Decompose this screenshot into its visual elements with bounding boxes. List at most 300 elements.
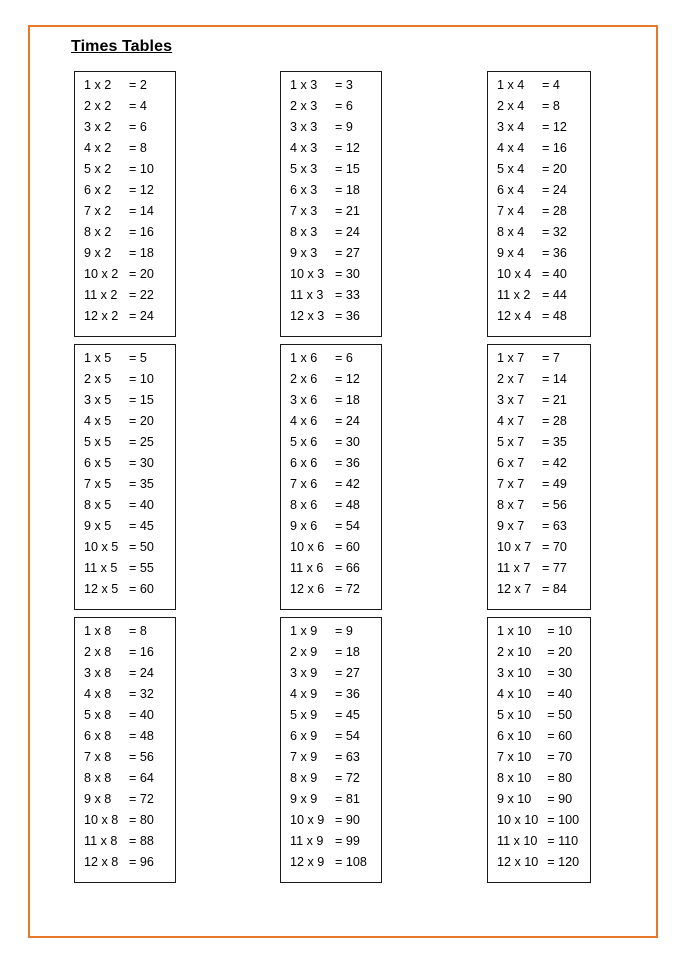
fact-operand: 8 x 5	[84, 498, 112, 512]
fact-operand: 2 x 7	[497, 372, 525, 386]
fact-operand: 2 x 5	[84, 372, 112, 386]
fact-row	[281, 120, 381, 141]
fact-row	[488, 666, 590, 687]
fact-row	[75, 687, 175, 708]
fact-result: = 60	[335, 540, 360, 554]
fact-operand: 9 x 2	[84, 246, 112, 260]
fact-result: = 12	[542, 120, 567, 134]
fact-operand: 2 x 3	[290, 99, 318, 113]
fact-operand: 4 x 8	[84, 687, 112, 701]
fact-row	[281, 78, 381, 99]
fact-row	[75, 372, 175, 393]
fact-operand: 4 x 3	[290, 141, 318, 155]
fact-operand: 5 x 2	[84, 162, 112, 176]
fact-operand: 8 x 8	[84, 771, 112, 785]
fact-operand: 8 x 10	[497, 771, 532, 785]
fact-result: = 90	[547, 792, 573, 806]
fact-row	[75, 855, 175, 876]
fact-row	[75, 624, 175, 645]
fact-row	[75, 162, 175, 183]
fact-row	[75, 309, 175, 330]
fact-row	[488, 855, 590, 876]
fact-operand: 1 x 2	[84, 78, 112, 92]
fact-row	[75, 267, 175, 288]
fact-operand: 3 x 8	[84, 666, 112, 680]
grid-cell	[74, 71, 176, 337]
fact-row	[75, 78, 175, 99]
fact-operand: 10 x 4	[497, 267, 532, 281]
fact-row	[75, 435, 175, 456]
fact-row	[75, 456, 175, 477]
fact-row	[281, 708, 381, 729]
fact-result: = 14	[129, 204, 154, 218]
fact-row	[488, 624, 590, 645]
fact-operand: 7 x 3	[290, 204, 318, 218]
fact-row	[75, 666, 175, 687]
fact-row	[75, 729, 175, 750]
fact-operand: 8 x 6	[290, 498, 318, 512]
fact-result: = 28	[542, 414, 567, 428]
fact-operand: 8 x 3	[290, 225, 318, 239]
fact-result: = 36	[335, 309, 360, 323]
fact-operand: 12 x 2	[84, 309, 119, 323]
fact-operand: 3 x 5	[84, 393, 112, 407]
grid-cell	[74, 337, 176, 610]
fact-row	[281, 141, 381, 162]
fact-row	[488, 204, 590, 225]
fact-operand: 6 x 6	[290, 456, 318, 470]
fact-result: = 88	[129, 834, 154, 848]
fact-row	[75, 519, 175, 540]
fact-operand: 12 x 5	[84, 582, 119, 596]
fact-row	[75, 351, 175, 372]
fact-result: = 63	[542, 519, 567, 533]
fact-row	[281, 372, 381, 393]
fact-operand: 10 x 5	[84, 540, 119, 554]
fact-operand: 1 x 8	[84, 624, 112, 638]
fact-result: = 25	[129, 435, 154, 449]
fact-result: = 21	[542, 393, 567, 407]
fact-row	[488, 561, 590, 582]
fact-result: = 36	[335, 456, 360, 470]
fact-result: = 110	[547, 834, 579, 848]
fact-result: = 22	[129, 288, 154, 302]
fact-row	[488, 582, 590, 603]
fact-row	[281, 477, 381, 498]
fact-row	[75, 225, 175, 246]
fact-operand: 6 x 3	[290, 183, 318, 197]
fact-row	[488, 540, 590, 561]
fact-result: = 24	[335, 414, 360, 428]
fact-operand: 4 x 6	[290, 414, 318, 428]
fact-row	[281, 456, 381, 477]
fact-operand: 9 x 5	[84, 519, 112, 533]
fact-row	[488, 267, 590, 288]
fact-result: = 48	[542, 309, 567, 323]
fact-result: = 100	[547, 813, 580, 827]
fact-result: = 6	[129, 120, 147, 134]
fact-row	[75, 771, 175, 792]
fact-row	[75, 813, 175, 834]
times-table-6	[280, 344, 382, 610]
fact-row	[75, 540, 175, 561]
fact-result: = 9	[335, 624, 353, 638]
fact-row	[75, 645, 175, 666]
fact-result: = 40	[129, 708, 154, 722]
fact-row	[75, 288, 175, 309]
fact-row	[75, 414, 175, 435]
fact-result: = 60	[129, 582, 154, 596]
fact-result: = 24	[542, 183, 567, 197]
times-table-3	[280, 71, 382, 337]
fact-result: = 45	[129, 519, 154, 533]
fact-row	[488, 99, 590, 120]
fact-operand: 6 x 7	[497, 456, 525, 470]
fact-result: = 27	[335, 666, 360, 680]
fact-operand: 10 x 8	[84, 813, 119, 827]
fact-operand: 9 x 8	[84, 792, 112, 806]
fact-result: = 96	[129, 855, 154, 869]
fact-row	[488, 120, 590, 141]
fact-row	[488, 498, 590, 519]
fact-operand: 3 x 4	[497, 120, 525, 134]
fact-result: = 99	[335, 834, 360, 848]
fact-operand: 10 x 7	[497, 540, 532, 554]
fact-operand: 5 x 5	[84, 435, 112, 449]
fact-operand: 4 x 4	[497, 141, 525, 155]
fact-operand: 4 x 5	[84, 414, 112, 428]
fact-operand: 7 x 7	[497, 477, 525, 491]
fact-operand: 11 x 2	[84, 288, 118, 302]
fact-operand: 3 x 6	[290, 393, 318, 407]
fact-result: = 6	[335, 99, 353, 113]
fact-operand: 2 x 8	[84, 645, 112, 659]
fact-row	[75, 477, 175, 498]
fact-row	[488, 414, 590, 435]
fact-row	[488, 372, 590, 393]
fact-operand: 2 x 2	[84, 99, 112, 113]
fact-result: = 40	[547, 687, 573, 701]
fact-operand: 10 x 9	[290, 813, 325, 827]
fact-row	[488, 435, 590, 456]
fact-row	[281, 771, 381, 792]
fact-row	[75, 204, 175, 225]
fact-result: = 32	[129, 687, 154, 701]
fact-result: = 2	[129, 78, 147, 92]
fact-row	[75, 120, 175, 141]
fact-operand: 5 x 6	[290, 435, 318, 449]
fact-operand: 12 x 10	[497, 855, 539, 869]
fact-row	[488, 351, 590, 372]
fact-result: = 14	[542, 372, 567, 386]
fact-operand: 1 x 4	[497, 78, 525, 92]
fact-operand: 8 x 7	[497, 498, 525, 512]
fact-row	[281, 519, 381, 540]
fact-operand: 1 x 6	[290, 351, 318, 365]
fact-result: = 70	[542, 540, 567, 554]
fact-result: = 72	[335, 582, 360, 596]
fact-result: = 9	[335, 120, 353, 134]
fact-operand: 11 x 2	[497, 288, 531, 302]
fact-operand: 9 x 3	[290, 246, 318, 260]
fact-row	[75, 792, 175, 813]
fact-operand: 9 x 10	[497, 792, 532, 806]
fact-operand: 1 x 3	[290, 78, 318, 92]
fact-row	[488, 162, 590, 183]
fact-row	[281, 750, 381, 771]
fact-operand: 11 x 3	[290, 288, 324, 302]
fact-result: = 18	[129, 246, 154, 260]
fact-row	[75, 99, 175, 120]
fact-result: = 40	[542, 267, 567, 281]
times-table-10	[487, 617, 591, 883]
fact-result: = 42	[542, 456, 567, 470]
fact-operand: 8 x 2	[84, 225, 112, 239]
fact-row	[281, 687, 381, 708]
times-table-8	[74, 617, 176, 883]
fact-row	[488, 708, 590, 729]
fact-operand: 8 x 4	[497, 225, 525, 239]
fact-row	[281, 498, 381, 519]
fact-operand: 2 x 9	[290, 645, 318, 659]
fact-result: = 20	[129, 414, 154, 428]
fact-row	[281, 225, 381, 246]
fact-row	[488, 183, 590, 204]
fact-row	[281, 183, 381, 204]
fact-row	[281, 204, 381, 225]
fact-row	[281, 162, 381, 183]
fact-operand: 4 x 7	[497, 414, 525, 428]
fact-row	[488, 645, 590, 666]
fact-operand: 9 x 4	[497, 246, 525, 260]
fact-result: = 12	[335, 372, 360, 386]
fact-row	[281, 645, 381, 666]
fact-operand: 5 x 4	[497, 162, 525, 176]
fact-result: = 30	[335, 267, 360, 281]
fact-operand: 5 x 7	[497, 435, 525, 449]
fact-row	[488, 729, 590, 750]
fact-operand: 11 x 10	[497, 834, 538, 848]
fact-operand: 3 x 3	[290, 120, 318, 134]
grid-cell	[487, 610, 591, 883]
fact-result: = 27	[335, 246, 360, 260]
fact-result: = 80	[129, 813, 154, 827]
fact-operand: 5 x 10	[497, 708, 532, 722]
fact-row	[75, 393, 175, 414]
fact-operand: 6 x 8	[84, 729, 112, 743]
fact-result: = 6	[335, 351, 353, 365]
fact-result: = 63	[335, 750, 360, 764]
fact-row	[488, 687, 590, 708]
times-table-9	[280, 617, 382, 883]
fact-operand: 6 x 5	[84, 456, 112, 470]
fact-result: = 7	[542, 351, 560, 365]
fact-result: = 44	[542, 288, 567, 302]
fact-row	[281, 666, 381, 687]
fact-row	[75, 834, 175, 855]
fact-result: = 90	[335, 813, 360, 827]
fact-row	[281, 246, 381, 267]
fact-result: = 20	[129, 267, 154, 281]
fact-operand: 7 x 8	[84, 750, 112, 764]
page-title: Times Tables	[71, 38, 173, 55]
fact-operand: 7 x 5	[84, 477, 112, 491]
fact-row	[281, 309, 381, 330]
fact-result: = 55	[129, 561, 154, 575]
fact-row	[281, 624, 381, 645]
fact-result: = 120	[547, 855, 580, 869]
fact-result: = 45	[335, 708, 360, 722]
fact-row	[281, 351, 381, 372]
times-table-2	[74, 71, 176, 337]
fact-operand: 6 x 9	[290, 729, 318, 743]
fact-result: = 30	[129, 456, 154, 470]
fact-row	[488, 141, 590, 162]
fact-result: = 4	[542, 78, 560, 92]
fact-operand: 6 x 2	[84, 183, 112, 197]
fact-result: = 18	[335, 645, 360, 659]
fact-operand: 5 x 3	[290, 162, 318, 176]
fact-operand: 11 x 8	[84, 834, 118, 848]
fact-result: = 18	[335, 393, 360, 407]
fact-row	[281, 561, 381, 582]
fact-operand: 6 x 10	[497, 729, 532, 743]
fact-operand: 5 x 9	[290, 708, 318, 722]
fact-row	[75, 582, 175, 603]
fact-result: = 48	[335, 498, 360, 512]
fact-row	[281, 834, 381, 855]
fact-result: = 36	[542, 246, 567, 260]
fact-operand: 2 x 10	[497, 645, 532, 659]
fact-result: = 108	[335, 855, 367, 869]
fact-result: = 66	[335, 561, 360, 575]
grid-cell	[487, 337, 591, 610]
fact-result: = 56	[129, 750, 154, 764]
fact-row	[488, 834, 590, 855]
fact-row	[281, 267, 381, 288]
fact-result: = 80	[547, 771, 573, 785]
fact-operand: 12 x 8	[84, 855, 119, 869]
fact-result: = 30	[547, 666, 573, 680]
fact-row	[75, 141, 175, 162]
fact-operand: 3 x 10	[497, 666, 532, 680]
fact-result: = 84	[542, 582, 567, 596]
fact-operand: 1 x 7	[497, 351, 525, 365]
fact-row	[488, 792, 590, 813]
fact-result: = 33	[335, 288, 360, 302]
fact-result: = 49	[542, 477, 567, 491]
fact-result: = 16	[542, 141, 567, 155]
fact-operand: 6 x 4	[497, 183, 525, 197]
fact-result: = 4	[129, 99, 147, 113]
fact-operand: 11 x 5	[84, 561, 118, 575]
fact-result: = 21	[335, 204, 360, 218]
fact-result: = 24	[129, 666, 154, 680]
fact-operand: 4 x 9	[290, 687, 318, 701]
fact-result: = 8	[129, 141, 147, 155]
grid-cell	[280, 71, 382, 337]
fact-result: = 48	[129, 729, 154, 743]
fact-operand: 12 x 3	[290, 309, 325, 323]
fact-operand: 11 x 6	[290, 561, 324, 575]
fact-result: = 3	[335, 78, 353, 92]
fact-row	[488, 309, 590, 330]
fact-operand: 10 x 6	[290, 540, 325, 554]
fact-result: = 54	[335, 729, 360, 743]
fact-result: = 15	[335, 162, 360, 176]
fact-result: = 10	[547, 624, 573, 638]
fact-row	[488, 288, 590, 309]
fact-row	[75, 561, 175, 582]
fact-result: = 15	[129, 393, 154, 407]
fact-operand: 9 x 7	[497, 519, 525, 533]
fact-operand: 1 x 10	[497, 624, 532, 638]
fact-operand: 3 x 7	[497, 393, 525, 407]
fact-result: = 5	[129, 351, 147, 365]
fact-row	[281, 729, 381, 750]
grid-cell	[74, 610, 176, 883]
fact-row	[281, 792, 381, 813]
fact-row	[281, 540, 381, 561]
fact-operand: 4 x 10	[497, 687, 532, 701]
fact-row	[75, 183, 175, 204]
tables-grid-row	[74, 71, 614, 337]
fact-result: = 60	[547, 729, 573, 743]
fact-operand: 7 x 9	[290, 750, 318, 764]
fact-result: = 16	[129, 645, 154, 659]
fact-operand: 2 x 6	[290, 372, 318, 386]
fact-result: = 20	[542, 162, 567, 176]
fact-row	[488, 456, 590, 477]
fact-row	[281, 813, 381, 834]
fact-operand: 11 x 9	[290, 834, 324, 848]
fact-row	[281, 414, 381, 435]
fact-result: = 24	[129, 309, 154, 323]
fact-result: = 70	[547, 750, 573, 764]
fact-operand: 12 x 4	[497, 309, 532, 323]
fact-operand: 7 x 10	[497, 750, 532, 764]
fact-operand: 12 x 7	[497, 582, 532, 596]
fact-result: = 72	[129, 792, 154, 806]
fact-result: = 10	[129, 162, 154, 176]
fact-result: = 18	[335, 183, 360, 197]
fact-operand: 9 x 9	[290, 792, 318, 806]
fact-result: = 10	[129, 372, 154, 386]
fact-row	[281, 855, 381, 876]
fact-result: = 35	[542, 435, 567, 449]
fact-operand: 10 x 2	[84, 267, 119, 281]
fact-result: = 20	[547, 645, 573, 659]
fact-result: = 54	[335, 519, 360, 533]
fact-row	[488, 750, 590, 771]
fact-result: = 32	[542, 225, 567, 239]
fact-row	[488, 246, 590, 267]
fact-row	[488, 813, 590, 834]
fact-result: = 56	[542, 498, 567, 512]
fact-result: = 8	[129, 624, 147, 638]
fact-operand: 3 x 2	[84, 120, 112, 134]
grid-cell	[280, 610, 382, 883]
fact-row	[488, 477, 590, 498]
fact-row	[488, 393, 590, 414]
times-table-5	[74, 344, 176, 610]
fact-row	[488, 78, 590, 99]
fact-result: = 77	[542, 561, 567, 575]
fact-result: = 72	[335, 771, 360, 785]
fact-row	[281, 582, 381, 603]
times-tables-grid	[74, 71, 614, 883]
fact-operand: 9 x 6	[290, 519, 318, 533]
